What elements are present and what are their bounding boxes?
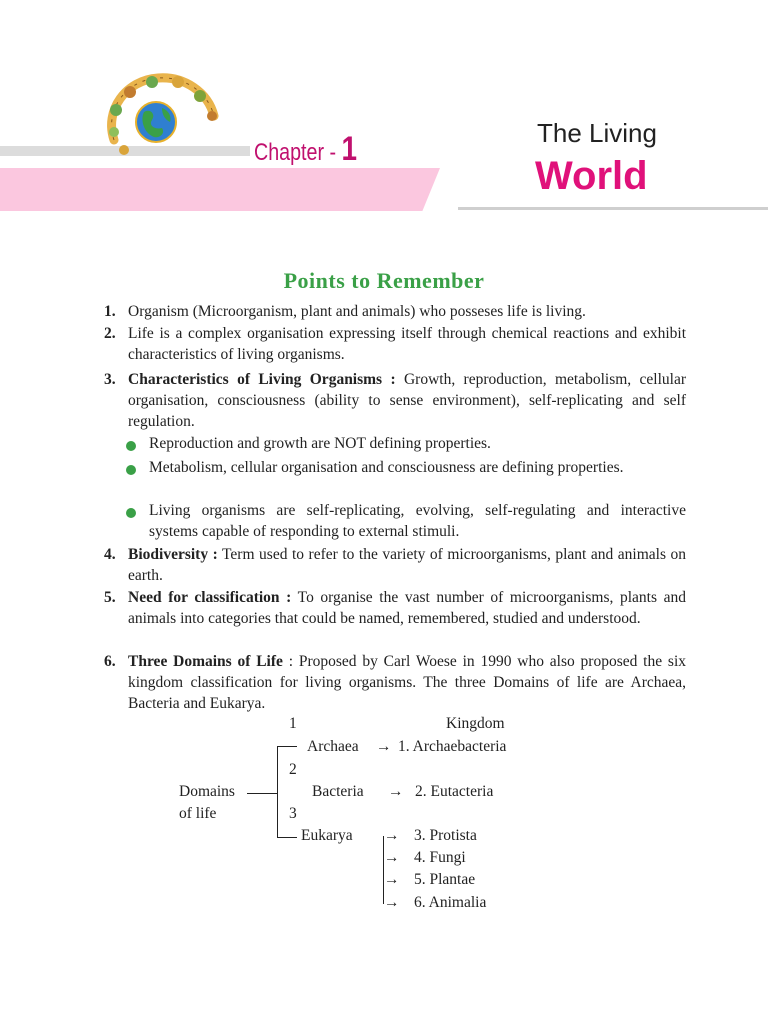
point-text <box>128 369 686 432</box>
point-term: Need for classification : <box>128 589 292 606</box>
chapter-label <box>254 130 357 169</box>
point-body: To organise the vast number of microorganisms, plants and animals into categories that could be named, remembered, studied and understood. <box>128 589 686 627</box>
point-term: Characteristics of Living Organisms : <box>128 371 396 388</box>
diagram-kingdom-header: Kingdom <box>446 715 505 732</box>
diagram-root-connector <box>247 793 277 794</box>
chapter-prefix: Chapter - <box>254 139 342 166</box>
point-number: 3. <box>104 371 116 388</box>
point-body: Growth, reproduction, metabolism, cellular organisation, consciousness (ability to sense environment), self-replicating and self regulation. <box>128 371 686 430</box>
point-item-6 <box>96 651 686 714</box>
arrow-icon: → <box>384 894 400 911</box>
bullet-text: Metabolism, cellular organisation and consciousness are defining properties. <box>149 459 624 476</box>
point-text: Life is a complex organisation expressing itself through chemical reactions and exhibit characteristics of living organisms. <box>128 325 686 363</box>
point-item-4 <box>96 544 686 586</box>
point-item-1 <box>96 301 686 322</box>
diagram-vertical-connector <box>277 746 278 838</box>
point-term: Biodiversity : <box>128 546 218 563</box>
kingdom-fungi: 4. Fungi <box>414 849 466 866</box>
point-number: 4. <box>104 546 116 563</box>
diagram-branch-archaea <box>277 746 297 747</box>
point-item-3 <box>96 369 686 432</box>
point-body: : Proposed by Carl Woese in 1990 who also proposed the six kingdom classification for living organisms. The three Domains of life are Archaea, Bacteria and Eukarya. <box>128 653 686 712</box>
kingdom-animalia: 6. Animalia <box>414 894 487 911</box>
point-number: 5. <box>104 589 116 606</box>
point-text <box>128 587 686 629</box>
point-number: 2. <box>104 325 116 342</box>
kingdom-eutacteria: 2. Eutacteria <box>415 783 494 800</box>
kingdom-plantae: 5. Plantae <box>414 871 476 888</box>
bullet-item-3 <box>124 500 686 542</box>
diagram-root-label-1: Domains <box>179 783 235 800</box>
point-number: 1. <box>104 303 116 320</box>
point-text: Organism (Microorganism, plant and animals) who posseses life is living. <box>128 303 586 320</box>
arrow-icon: → <box>376 738 392 755</box>
domain-eukarya: Eukarya <box>301 827 353 844</box>
arrow-icon: → <box>384 849 400 866</box>
domain-archaea: Archaea <box>307 738 359 755</box>
point-item-5 <box>96 587 686 629</box>
diagram-branch-number-1: 1 <box>289 715 297 732</box>
bullet-item-2 <box>124 457 686 478</box>
bullet-dot <box>126 441 136 451</box>
domain-bacteria: Bacteria <box>312 783 364 800</box>
bullet-item-1 <box>124 433 686 454</box>
header-pink-band <box>0 168 440 211</box>
point-text <box>128 544 686 586</box>
arrow-icon: → <box>388 783 404 800</box>
bullet-dot <box>126 508 136 518</box>
diagram-branch-number-2: 2 <box>289 761 297 778</box>
diagram-branch-eukarya <box>277 837 297 838</box>
point-body: Term used to refer to the variety of microorganisms, plant and animals on earth. <box>128 546 687 584</box>
header-title-underline <box>458 207 768 210</box>
arrow-icon: → <box>384 827 400 844</box>
bullet-text: Living organisms are self-replicating, evolving, self-regulating and interactive systems capable of responding to external stimuli. <box>149 502 686 540</box>
diagram-branch-number-3: 3 <box>289 805 297 822</box>
bullet-text: Reproduction and growth are NOT defining properties. <box>149 435 491 452</box>
arrow-icon: → <box>384 871 400 888</box>
chapter-number: 1 <box>341 130 358 168</box>
kingdom-archaebacteria: 1. Archaebacteria <box>398 738 507 755</box>
point-text <box>128 651 686 714</box>
chapter-title-line1: The Living <box>537 118 657 148</box>
section-heading: Points to Remember <box>283 268 485 293</box>
kingdom-protista: 3. Protista <box>414 827 477 844</box>
bullet-dot <box>126 465 136 475</box>
globe-illustration-icon <box>96 70 222 166</box>
point-item-2 <box>96 323 686 365</box>
diagram-root-label-2: of life <box>179 805 217 822</box>
point-term: Three Domains of Life <box>128 653 283 670</box>
point-number: 6. <box>104 653 116 670</box>
chapter-title-line2: World <box>535 154 648 198</box>
